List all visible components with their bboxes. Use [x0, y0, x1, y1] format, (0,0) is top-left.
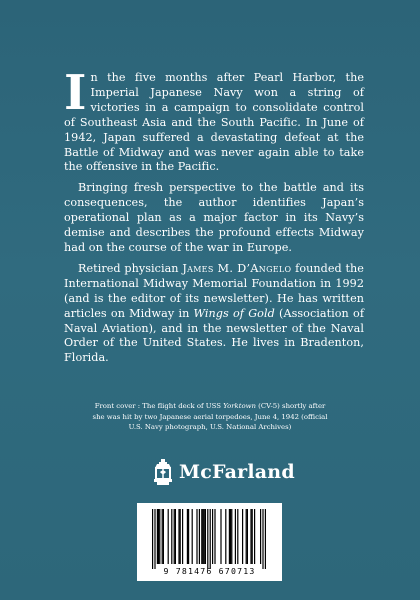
barcode-bar — [262, 509, 263, 569]
lantern-logo-icon — [152, 459, 174, 485]
barcode-bar — [157, 509, 158, 564]
barcode-bar — [225, 509, 226, 564]
barcode-bar — [158, 509, 159, 564]
author-bio — [64, 262, 364, 366]
barcode-bar — [230, 509, 231, 564]
barcode-bar — [171, 509, 172, 564]
barcode-bar — [237, 509, 238, 564]
credit-part-2: (CV-5) shortly after she was hit by two Japanese aerial torpedoes, June 4, 1942 (official U.S. Navy photograph, U.S. National Archives) — [92, 402, 328, 431]
bio-intro: Retired physician — [78, 261, 183, 275]
ship-name: Yorktown — [223, 402, 256, 410]
barcode-bar — [174, 509, 175, 564]
barcode-bar — [252, 509, 253, 564]
drop-cap: I — [64, 65, 87, 121]
description-paragraph-1 — [64, 65, 364, 175]
barcode-bar — [196, 509, 197, 564]
book-description — [64, 65, 365, 372]
barcode-bar — [180, 509, 181, 564]
barcode-bar — [250, 509, 251, 564]
barcode-bar — [175, 509, 176, 564]
barcode-bar — [246, 509, 247, 564]
author-name: James M. D’Angelo — [182, 261, 292, 275]
barcode-bar — [187, 509, 188, 564]
description-paragraph-2: Bringing fresh perspective to the battle and its consequences, the author identifies Japan’s operational plan as a major factor in its Navy’s demise and describes the profound effects Midway had on the course of the war in Europe. — [64, 181, 364, 254]
barcode-bar — [201, 509, 202, 564]
cover-photo-credit — [90, 401, 330, 433]
barcode-bar — [220, 509, 221, 564]
barcode-bar — [159, 509, 160, 564]
publisher-name: McFarland — [179, 461, 295, 483]
bio-middle: founded the International Midway Memorial Foundation in 1992 (and is the editor of its newsletter). He has written articles on Midway in — [64, 261, 364, 320]
barcode-bar — [260, 509, 261, 564]
barcode-bar — [199, 509, 200, 564]
barcode-bar — [205, 509, 206, 564]
barcode-bar — [204, 509, 205, 564]
barcode-bar — [168, 509, 169, 564]
isbn-number: 9 781476 670713 — [163, 566, 256, 576]
barcode-bar — [212, 509, 213, 564]
barcode-bar — [152, 509, 153, 569]
barcode-bar — [242, 509, 243, 564]
barcode-bar — [163, 509, 164, 564]
barcode-bar — [265, 509, 266, 569]
barcode-bar — [154, 509, 155, 569]
credit-part-1: Front cover : The flight deck of USS — [94, 402, 224, 410]
barcode-bar — [229, 509, 230, 564]
barcode-bar — [178, 509, 179, 564]
paragraph-1-text: n the five months after Pearl Harbor, the Imperial Japanese Navy won a string of victories in a campaign to consolidate control of Southeast Asia and the South Pacific. In June of 1942, Japan suffered a devastating defeat at the Battle of Midway and was never again able to take the offensive in the Pacific. — [64, 71, 364, 174]
isbn-barcode — [137, 503, 282, 581]
barcode-bar — [254, 509, 255, 564]
publication-title: Wings of Gold — [193, 306, 275, 320]
barcode-bar — [214, 509, 215, 564]
barcode-bar — [192, 509, 193, 564]
barcode-bar — [207, 509, 208, 569]
bio-end: (Association of Naval Aviation), and in the newsletter of the Naval Order of the United States. He lives in Bradenton, Florida. — [64, 306, 365, 365]
barcode-bar — [202, 509, 203, 564]
barcode-bar — [188, 509, 189, 564]
barcode-bar — [235, 509, 236, 564]
barcode-bar — [162, 509, 163, 564]
barcode-bar — [210, 509, 211, 569]
barcode-bar — [247, 509, 248, 564]
barcode-bar — [182, 509, 183, 564]
publisher-logo — [152, 458, 295, 486]
barcode-bar — [231, 509, 232, 564]
